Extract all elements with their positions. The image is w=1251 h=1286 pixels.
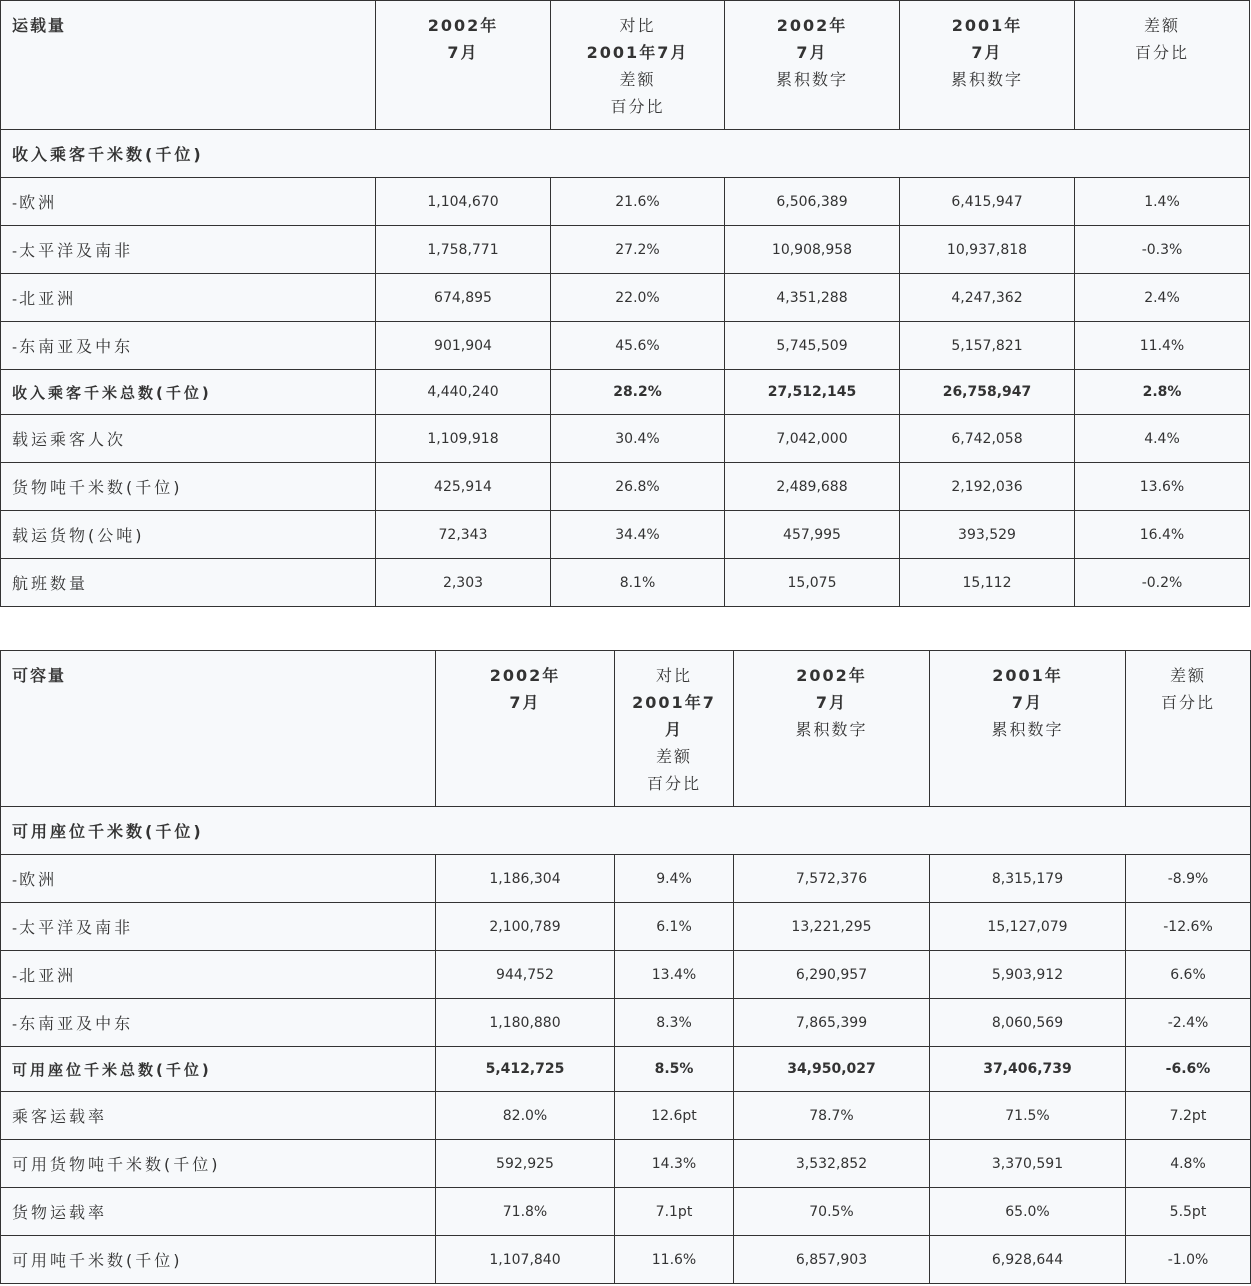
- total-cell: 26,758,947: [900, 370, 1075, 415]
- row-label-text: 乘客运载率: [12, 1107, 108, 1126]
- total-label: 可用座位千米总数(千位): [1, 1047, 436, 1092]
- table-cell: 4.8%: [1126, 1140, 1251, 1188]
- table-header-row: [1, 651, 1251, 807]
- table-cell: 6.1%: [615, 903, 734, 951]
- header-col-2002-cumulative: 2002年 7月 累积数字: [725, 1, 900, 130]
- table-cell: 1,186,304: [436, 855, 615, 903]
- table-row: [1, 274, 1250, 322]
- traffic-table: [0, 0, 1250, 607]
- row-label-text: 欧洲: [19, 870, 58, 889]
- row-label: [1, 903, 436, 951]
- table-row: [1, 559, 1250, 607]
- row-label: [1, 322, 376, 370]
- section-title: 可用座位千米数(千位): [1, 807, 1251, 855]
- table-row: [1, 178, 1250, 226]
- total-cell: 27,512,145: [725, 370, 900, 415]
- header-col-2002-month: 2002年 7月: [436, 651, 615, 807]
- table-cell: 71.5%: [930, 1092, 1126, 1140]
- table-cell: 8.1%: [551, 559, 725, 607]
- row-label: [1, 951, 436, 999]
- table-row: [1, 463, 1250, 511]
- table-cell: 1,104,670: [376, 178, 551, 226]
- table-cell: 70.5%: [734, 1188, 930, 1236]
- table-title: 运载量: [1, 1, 376, 130]
- table-cell: 30.4%: [551, 415, 725, 463]
- table-row: [1, 511, 1250, 559]
- table-cell: 674,895: [376, 274, 551, 322]
- table-cell: 4.4%: [1075, 415, 1250, 463]
- table-cell: 3,532,852: [734, 1140, 930, 1188]
- header-col-diff-percent: 差额 百分比: [1126, 651, 1251, 807]
- table-cell: 13.6%: [1075, 463, 1250, 511]
- table-cell: 15,127,079: [930, 903, 1126, 951]
- header-col-vs-2001: 对比 2001年7 月 差额 百分比: [615, 651, 734, 807]
- total-cell: 34,950,027: [734, 1047, 930, 1092]
- table-row: [1, 1092, 1251, 1140]
- table-row: [1, 903, 1251, 951]
- table-cell: 4,351,288: [725, 274, 900, 322]
- table-cell: 2.4%: [1075, 274, 1250, 322]
- table-row: [1, 322, 1250, 370]
- table-cell: 16.4%: [1075, 511, 1250, 559]
- total-cell: 37,406,739: [930, 1047, 1126, 1092]
- section-row: [1, 130, 1250, 178]
- table-cell: 22.0%: [551, 274, 725, 322]
- row-label: [1, 274, 376, 322]
- total-cell: -6.6%: [1126, 1047, 1251, 1092]
- table-cell: 5.5pt: [1126, 1188, 1251, 1236]
- table-cell: 5,903,912: [930, 951, 1126, 999]
- table-cell: 72,343: [376, 511, 551, 559]
- row-label-text: 航班数量: [12, 574, 89, 593]
- table-cell: 5,745,509: [725, 322, 900, 370]
- table-cell: 6,415,947: [900, 178, 1075, 226]
- total-cell: 28.2%: [551, 370, 725, 415]
- total-label: 收入乘客千米总数(千位): [1, 370, 376, 415]
- table-cell: 15,112: [900, 559, 1075, 607]
- table-cell: 901,904: [376, 322, 551, 370]
- row-label: [1, 559, 376, 607]
- table-cell: 1,758,771: [376, 226, 551, 274]
- row-label-text: 载运货物(公吨): [12, 526, 145, 545]
- total-row: [1, 370, 1250, 415]
- row-label-text: 可用吨千米数(千位): [12, 1251, 183, 1270]
- row-label-text: 东南亚及中东: [19, 1014, 134, 1033]
- table-cell: 78.7%: [734, 1092, 930, 1140]
- row-label: [1, 178, 376, 226]
- row-label-text: 太平洋及南非: [19, 918, 134, 937]
- table-cell: -1.0%: [1126, 1236, 1251, 1284]
- table-cell: 34.4%: [551, 511, 725, 559]
- table-cell: 13,221,295: [734, 903, 930, 951]
- row-dash: -: [12, 873, 18, 889]
- table-cell: 1,109,918: [376, 415, 551, 463]
- table-header-row: [1, 1, 1250, 130]
- row-label: [1, 1236, 436, 1284]
- header-col-2001-cumulative: 2001年 7月 累积数字: [900, 1, 1075, 130]
- row-label: [1, 511, 376, 559]
- table-cell: 1,180,880: [436, 999, 615, 1047]
- table-cell: 6,857,903: [734, 1236, 930, 1284]
- row-label-text: 太平洋及南非: [19, 241, 134, 260]
- table-cell: 65.0%: [930, 1188, 1126, 1236]
- row-label: [1, 1140, 436, 1188]
- table-cell: -2.4%: [1126, 999, 1251, 1047]
- table-cell: 8,315,179: [930, 855, 1126, 903]
- table-row: [1, 1236, 1251, 1284]
- row-dash: -: [12, 244, 18, 260]
- header-col-vs-2001: 对比 2001年7月 差额 百分比: [551, 1, 725, 130]
- header-col-2002-month: 2002年 7月: [376, 1, 551, 130]
- table-cell: 6,928,644: [930, 1236, 1126, 1284]
- table-cell: 393,529: [900, 511, 1075, 559]
- capacity-table: [0, 650, 1251, 1284]
- row-dash: -: [12, 196, 18, 212]
- table-cell: 10,937,818: [900, 226, 1075, 274]
- total-row: [1, 1047, 1251, 1092]
- table-cell: 6,742,058: [900, 415, 1075, 463]
- row-label: [1, 415, 376, 463]
- row-dash: -: [12, 292, 18, 308]
- table-row: [1, 1188, 1251, 1236]
- table-cell: 6,290,957: [734, 951, 930, 999]
- table-cell: 6.6%: [1126, 951, 1251, 999]
- row-label-text: 货物吨千米数(千位): [12, 478, 183, 497]
- table-cell: 457,995: [725, 511, 900, 559]
- table-row: [1, 999, 1251, 1047]
- table-cell: 3,370,591: [930, 1140, 1126, 1188]
- table-cell: 11.6%: [615, 1236, 734, 1284]
- table-row: [1, 415, 1250, 463]
- row-label: [1, 1188, 436, 1236]
- table-row: [1, 951, 1251, 999]
- table-cell: 11.4%: [1075, 322, 1250, 370]
- section-row: [1, 807, 1251, 855]
- table-cell: 592,925: [436, 1140, 615, 1188]
- header-col-2002-cumulative: 2002年 7月 累积数字: [734, 651, 930, 807]
- row-dash: -: [12, 969, 18, 985]
- row-dash: -: [12, 1017, 18, 1033]
- row-label: [1, 463, 376, 511]
- row-dash: -: [12, 340, 18, 356]
- table-cell: 1.4%: [1075, 178, 1250, 226]
- table-cell: 944,752: [436, 951, 615, 999]
- header-col-2001-cumulative: 2001年 7月 累积数字: [930, 651, 1126, 807]
- total-cell: 8.5%: [615, 1047, 734, 1092]
- table-cell: 4,247,362: [900, 274, 1075, 322]
- table-cell: 2,192,036: [900, 463, 1075, 511]
- table-cell: -12.6%: [1126, 903, 1251, 951]
- table-cell: 425,914: [376, 463, 551, 511]
- row-label: [1, 999, 436, 1047]
- table-cell: 7,042,000: [725, 415, 900, 463]
- table-cell: 7,572,376: [734, 855, 930, 903]
- table-cell: 14.3%: [615, 1140, 734, 1188]
- table-cell: 12.6pt: [615, 1092, 734, 1140]
- table-cell: 13.4%: [615, 951, 734, 999]
- row-label: [1, 1092, 436, 1140]
- table-row: [1, 855, 1251, 903]
- row-label-text: 欧洲: [19, 193, 58, 212]
- table-cell: -8.9%: [1126, 855, 1251, 903]
- table-cell: 10,908,958: [725, 226, 900, 274]
- row-label-text: 载运乘客人次: [12, 430, 127, 449]
- table-row: [1, 226, 1250, 274]
- header-col-diff-percent: 差额 百分比: [1075, 1, 1250, 130]
- total-cell: 2.8%: [1075, 370, 1250, 415]
- table-cell: 26.8%: [551, 463, 725, 511]
- table-cell: -0.2%: [1075, 559, 1250, 607]
- row-label: [1, 226, 376, 274]
- table-cell: 6,506,389: [725, 178, 900, 226]
- table-row: [1, 1140, 1251, 1188]
- section-title: 收入乘客千米数(千位): [1, 130, 1250, 178]
- table-cell: 82.0%: [436, 1092, 615, 1140]
- table-cell: 45.6%: [551, 322, 725, 370]
- row-label-text: 北亚洲: [19, 966, 77, 985]
- table-cell: 5,157,821: [900, 322, 1075, 370]
- table-cell: 7,865,399: [734, 999, 930, 1047]
- table-cell: 2,489,688: [725, 463, 900, 511]
- table-cell: 8,060,569: [930, 999, 1126, 1047]
- total-cell: 4,440,240: [376, 370, 551, 415]
- table-cell: 2,100,789: [436, 903, 615, 951]
- table-cell: 8.3%: [615, 999, 734, 1047]
- table-cell: 1,107,840: [436, 1236, 615, 1284]
- table-cell: 27.2%: [551, 226, 725, 274]
- table-cell: 21.6%: [551, 178, 725, 226]
- total-cell: 5,412,725: [436, 1047, 615, 1092]
- table-cell: 7.1pt: [615, 1188, 734, 1236]
- table-cell: 7.2pt: [1126, 1092, 1251, 1140]
- table-cell: 2,303: [376, 559, 551, 607]
- table-cell: 71.8%: [436, 1188, 615, 1236]
- row-label-text: 货物运载率: [12, 1203, 108, 1222]
- row-label-text: 可用货物吨千米数(千位): [12, 1155, 221, 1174]
- row-dash: -: [12, 921, 18, 937]
- table-cell: 15,075: [725, 559, 900, 607]
- table-cell: -0.3%: [1075, 226, 1250, 274]
- row-label-text: 北亚洲: [19, 289, 77, 308]
- row-label: [1, 855, 436, 903]
- table-cell: 9.4%: [615, 855, 734, 903]
- row-label-text: 东南亚及中东: [19, 337, 134, 356]
- table-title: 可容量: [1, 651, 436, 807]
